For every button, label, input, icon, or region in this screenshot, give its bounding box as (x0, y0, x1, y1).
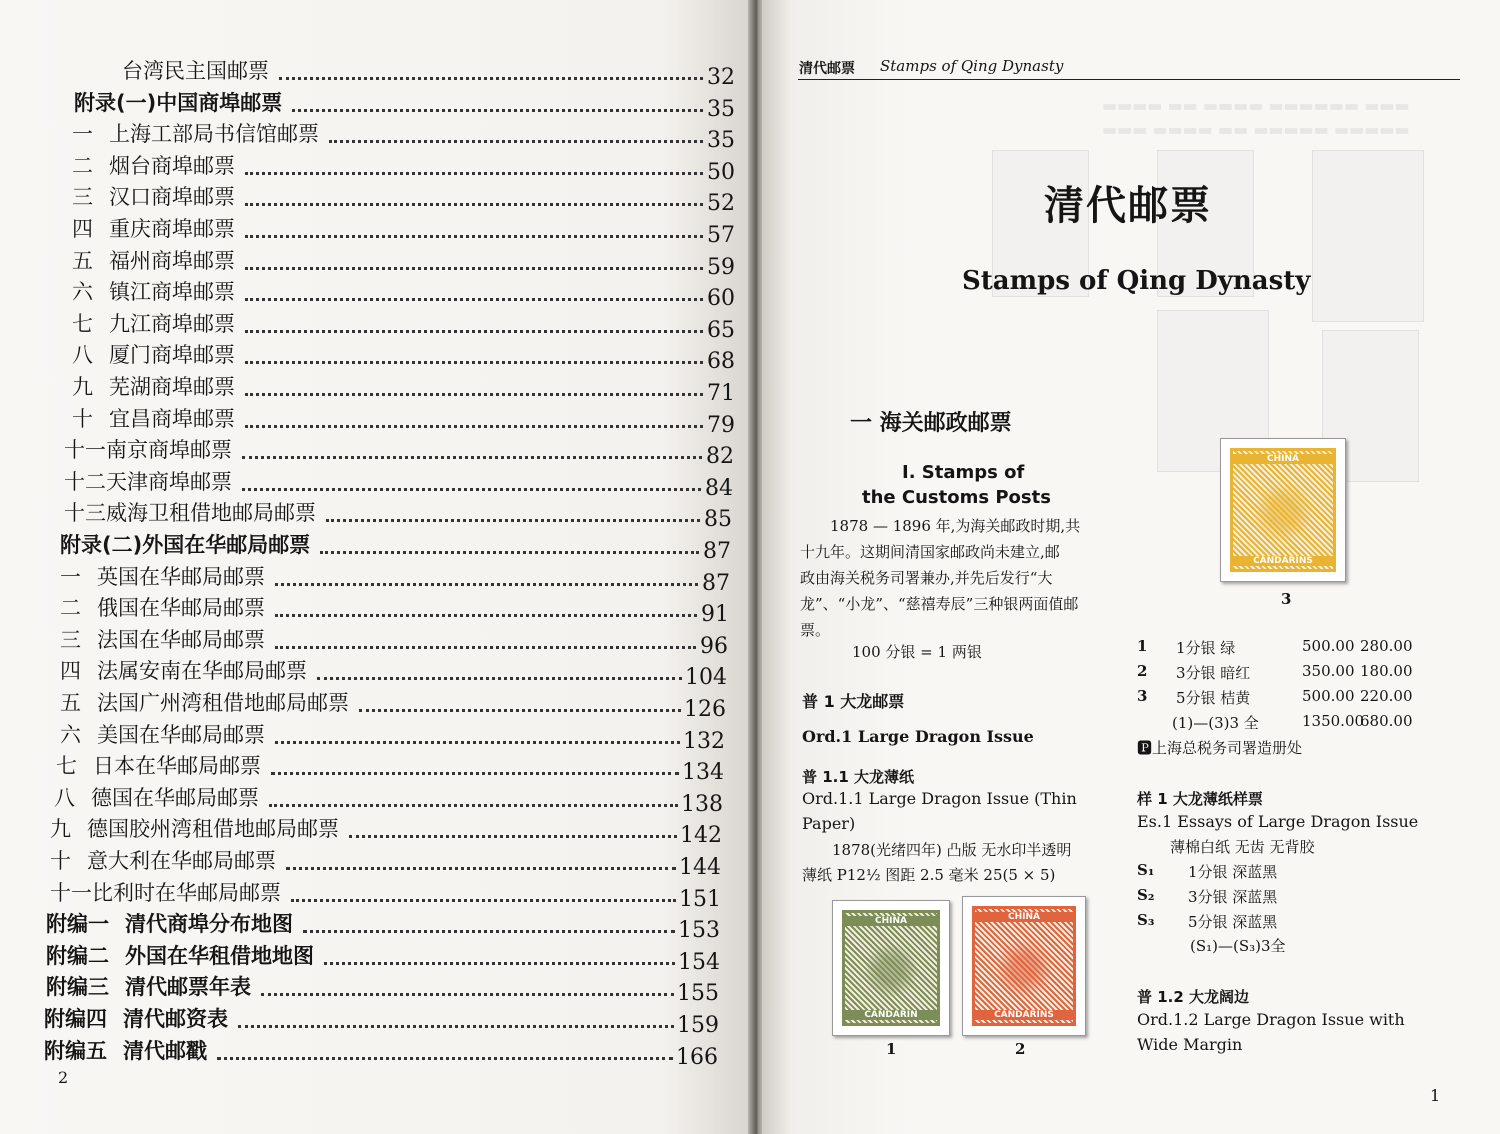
dragon-motif (997, 939, 1052, 998)
toc-leader-dots (279, 77, 703, 80)
toc-entry-number: 十 (50, 849, 71, 873)
toc-leader-dots (242, 456, 702, 459)
toc-entry-number: 四 (60, 659, 81, 684)
toc-entry-number: 附编二 (46, 943, 109, 968)
toc-entry-page: 79 (707, 412, 735, 438)
catalog-number: 2 (1137, 662, 1148, 680)
catalog-mint-price: 350.00 (1302, 662, 1355, 680)
toc-entry-title: 德国在华邮局邮票 (91, 785, 259, 810)
essay-description: 薄棉白纸 无齿 无背胶 (1170, 838, 1315, 856)
toc-entry-number: 一 (60, 564, 81, 589)
toc-entry (64, 434, 232, 464)
bleed-through-text: ▬▬▬▬ ▬▬ ▬▬▬▬ ▬▬▬▬▬▬ ▬▬▬ (1102, 96, 1410, 115)
toc-leader-dots (275, 646, 696, 649)
catalog-used-price: 180.00 (1360, 662, 1413, 680)
toc-leader-dots (275, 741, 680, 744)
toc-entry-page: 87 (702, 570, 730, 596)
ord11-heading-cn: 普 1.1 大龙薄纸 (802, 768, 915, 786)
toc-entry-number: 附编四 (44, 1007, 107, 1031)
catalog-mint-price: 500.00 (1302, 637, 1355, 655)
toc-entry-number: 五 (60, 691, 81, 715)
toc-entry-page: 57 (707, 223, 735, 248)
toc-entry-page: 32 (707, 65, 735, 90)
toc-entry (72, 118, 319, 148)
toc-entry-page: 50 (707, 159, 735, 185)
catalog-set-mint: 1350.00 (1302, 712, 1365, 730)
toc-entry-page: 60 (707, 286, 735, 312)
ord12-heading-en-1: Ord.1.2 Large Dragon Issue with (1137, 1010, 1405, 1029)
toc-leader-dots (242, 488, 701, 491)
toc-entry-page: 59 (707, 254, 735, 280)
toc-entry-page: 159 (677, 1013, 719, 1038)
toc-entry-title: 福州商埠邮票 (109, 248, 235, 273)
toc-entry (60, 561, 265, 591)
toc-entry (50, 877, 281, 907)
toc-leader-dots (275, 583, 698, 586)
toc-entry-page: 155 (677, 981, 719, 1007)
ord12-heading-en-2: Wide Margin (1137, 1035, 1243, 1054)
toc-entry-number: 六 (60, 722, 81, 747)
intro-line: 票。 (800, 621, 831, 639)
toc-entry (72, 245, 235, 275)
toc-entry-page: 96 (700, 633, 728, 659)
toc-entry-title: 美国在华邮局邮票 (97, 722, 265, 747)
stamp-design (1230, 448, 1336, 572)
toc-entry-title: 英国在华邮局邮票 (97, 564, 265, 589)
catalog-set-desc: (1)—(3)3 全 (1172, 714, 1259, 732)
toc-entry-title: 汉口商埠邮票 (109, 185, 235, 210)
bleed-through-text: ▬▬▬ ▬▬▬▬ ▬▬ ▬▬▬▬▬ ▬▬▬▬▬ (1102, 120, 1410, 139)
toc-entry-title: 法国广州湾租借地邮局邮票 (97, 691, 349, 715)
catalog-description: 1分银 绿 (1176, 639, 1236, 657)
toc-entry-number: 四 (72, 217, 93, 241)
toc-entry-number: 八 (72, 343, 93, 368)
chapter-title-en: Stamps of Qing Dynasty (962, 266, 1311, 296)
catalog-mint-price: 500.00 (1302, 687, 1355, 705)
toc-leader-dots (326, 519, 700, 522)
toc-entry (64, 466, 232, 496)
ord11-heading-en-2: Paper) (802, 814, 856, 833)
catalog-description: 3分银 暗红 (1176, 664, 1251, 682)
toc-entry-page: 126 (684, 697, 726, 722)
bleed-through-shape (1312, 150, 1424, 322)
ord1-heading-en: Ord.1 Large Dragon Issue (802, 727, 1034, 746)
toc-entry-number: 九 (72, 375, 93, 399)
toc-entry-page: 35 (707, 128, 735, 154)
toc-entry (72, 181, 235, 211)
toc-entry-page: 104 (685, 665, 727, 691)
toc-leader-dots (359, 709, 681, 712)
toc-entry-page: 138 (681, 791, 723, 817)
toc-entry-page: 132 (683, 728, 725, 754)
catalog-used-price: 220.00 (1360, 687, 1413, 705)
toc-leader-dots (275, 614, 697, 617)
toc-entry-number: 七 (72, 311, 93, 336)
essay-heading-en: Es.1 Essays of Large Dragon Issue (1137, 812, 1419, 831)
toc-entry-page: 82 (706, 444, 734, 470)
toc-leader-dots (245, 172, 703, 175)
toc-entry-title: 清代邮资表 (123, 1007, 228, 1031)
toc-entry-page: 142 (680, 823, 722, 849)
toc-leader-dots (324, 962, 675, 965)
toc-entry (46, 908, 293, 938)
stamp-image-5cand-yellow (1220, 438, 1346, 582)
section-heading-en-2: the Customs Posts (862, 487, 1051, 508)
toc-entry-title: 清代邮戳 (123, 1038, 207, 1063)
toc-leader-dots (292, 109, 703, 112)
toc-leader-dots (245, 298, 703, 301)
toc-entry-number: 十 (72, 406, 93, 431)
toc-entry-page: 166 (676, 1044, 718, 1070)
toc-entry (56, 750, 261, 780)
essay-description: 1分银 深蓝黑 (1188, 863, 1278, 881)
running-head-rule (798, 79, 1460, 80)
toc-entry (46, 940, 314, 970)
toc-entry (72, 403, 235, 433)
essay-description: 5分银 深蓝黑 (1188, 913, 1278, 931)
toc-entry-page: 154 (678, 949, 720, 975)
toc-entry (72, 371, 235, 401)
toc-leader-dots (245, 425, 703, 428)
toc-entry-number: 二 (72, 153, 93, 178)
toc-entry (74, 87, 282, 117)
left-page-number: 2 (58, 1068, 69, 1087)
toc-leader-dots (320, 551, 699, 554)
toc-entry-title: 俄国在华邮局邮票 (97, 596, 265, 621)
intro-paragraph (800, 513, 1110, 643)
intro-line: 政由海关税务司署兼办,并先后发行“大 (800, 569, 1053, 587)
toc-entry (60, 687, 349, 717)
right-page-content (762, 0, 1500, 1134)
toc-entry-page: 91 (701, 602, 729, 628)
toc-entry-number: 三 (72, 185, 93, 210)
toc-entry-page: 151 (679, 886, 721, 912)
toc-entry-title: 清代邮票年表 (125, 975, 251, 1000)
toc-entry (72, 213, 235, 243)
toc-entry (60, 624, 265, 654)
toc-entry-title: 附录(一)中国商埠邮票 (74, 90, 283, 115)
toc-entry (44, 1003, 228, 1033)
toc-entry (44, 1035, 207, 1065)
toc-entry (50, 813, 339, 843)
running-head-cn: 清代邮票 (799, 61, 855, 77)
toc-entry (50, 845, 276, 875)
stamp-image-1cand-green (832, 900, 950, 1036)
intro-line: 龙”、“小龙”、“慈禧寿辰”三种银两面值邮 (800, 595, 1079, 613)
toc-entry-number: 附编三 (46, 975, 109, 1000)
stamp-label-2: 2 (1015, 1040, 1026, 1058)
stamp-label-3: 3 (1281, 590, 1292, 608)
toc-leader-dots (269, 804, 678, 807)
toc-entry-number: 一 (72, 122, 93, 147)
catalog-set-used: 680.00 (1360, 712, 1413, 730)
stamp-country-text: CHINA (845, 916, 937, 926)
toc-leader-dots (303, 930, 675, 933)
toc-leader-dots (245, 267, 703, 270)
toc-entry-page: 52 (707, 191, 735, 217)
toc-entry-page: 68 (707, 349, 735, 375)
stamp-design (972, 906, 1076, 1026)
printer-note: 🅿上海总税务司署造册处 (1137, 739, 1303, 757)
dragon-motif (865, 942, 917, 999)
toc-leader-dots (286, 867, 676, 870)
toc-entry-number: 七 (56, 754, 77, 779)
toc-entry (72, 150, 235, 180)
toc-leader-dots (291, 899, 676, 902)
essay-number: S₂ (1137, 886, 1155, 904)
toc-entry (60, 592, 265, 622)
toc-entry (60, 529, 310, 559)
toc-entry-title: 烟台商埠邮票 (109, 153, 235, 178)
essay-number: S₁ (1137, 861, 1155, 879)
toc-entry-title: 德国胶州湾租借地邮局邮票 (87, 817, 339, 842)
toc-entry (46, 971, 251, 1001)
toc-leader-dots (217, 1057, 673, 1060)
toc-entry-number: 二 (60, 596, 81, 621)
running-head-en: Stamps of Qing Dynasty (880, 57, 1064, 75)
right-page-number: 1 (1430, 1086, 1441, 1105)
ord11-description-2: 薄纸 P12½ 图距 2.5 毫米 25(5 × 5) (802, 866, 1056, 884)
toc-entry-number: 三 (60, 627, 81, 652)
toc-entry-title: 法国在华邮局邮票 (97, 627, 265, 652)
toc-entry-page: 65 (707, 317, 735, 343)
toc-entry-number: 八 (54, 785, 75, 810)
toc-entry-page: 153 (678, 918, 720, 944)
stamp-image-3cand-red (962, 896, 1086, 1036)
toc-entry (64, 497, 316, 527)
toc-entry-page: 84 (705, 475, 733, 501)
toc-entry-title: 厦门商埠邮票 (109, 343, 235, 368)
toc-entry-number: 六 (72, 280, 93, 305)
toc-entry-number: 五 (72, 248, 93, 273)
toc-leader-dots (329, 140, 703, 143)
toc-entry-title: 十二天津商埠邮票 (64, 469, 232, 494)
essay-description: 3分银 深蓝黑 (1188, 888, 1278, 906)
toc-entry-title: 九江商埠邮票 (109, 311, 235, 336)
ord1-heading-cn: 普 1 大龙邮票 (802, 692, 905, 711)
toc-leader-dots (245, 330, 703, 333)
currency-note: 100 分银 = 1 两银 (852, 643, 982, 661)
toc-leader-dots (245, 203, 703, 206)
toc-entry (60, 655, 307, 685)
toc-entry-number: 附编一 (46, 912, 109, 937)
ord11-heading-en-1: Ord.1.1 Large Dragon Issue (Thin (802, 789, 1077, 808)
toc-entry-title: 法属安南在华邮局邮票 (97, 659, 307, 684)
toc-leader-dots (238, 1025, 674, 1028)
toc-entry-title: 十一比利时在华邮局邮票 (50, 880, 281, 905)
toc-leader-dots (245, 393, 703, 396)
section-heading-en-1: Ⅰ. Stamps of (902, 462, 1025, 483)
catalog-description: 5分银 桔黄 (1176, 689, 1251, 707)
dragon-motif (1255, 482, 1311, 543)
stamp-denomination-text: CANDARIN (845, 1010, 937, 1020)
toc-entry (72, 339, 235, 369)
stamp-denomination-text: CANDARINS (975, 1010, 1073, 1020)
catalog-number: 1 (1137, 637, 1148, 655)
intro-line: 1878 — 1896 年,为海关邮政时期,共 (830, 517, 1081, 535)
catalog-used-price: 280.00 (1360, 637, 1413, 655)
essay-set: (S₁)—(S₃)3全 (1190, 937, 1286, 955)
stamp-design (842, 910, 940, 1026)
ord11-description-1: 1878(光绪四年) 凸版 无水印半透明 (832, 841, 1072, 859)
toc-entry-title: 日本在华邮局邮票 (93, 754, 261, 779)
ord12-heading-cn: 普 1.2 大龙阔边 (1137, 988, 1250, 1006)
toc-entry-title: 宜昌商埠邮票 (109, 406, 235, 431)
toc-entry-page: 35 (707, 96, 735, 122)
chapter-title-cn: 清代邮票 (1044, 183, 1212, 229)
toc-entry (54, 782, 259, 812)
toc-entry-title: 镇江商埠邮票 (109, 280, 235, 305)
toc-entry-number: 附编五 (44, 1038, 107, 1063)
toc-entry (122, 55, 269, 85)
toc-entry-page: 134 (682, 760, 724, 786)
stamp-country-text: CHINA (975, 912, 1073, 922)
toc-leader-dots (271, 772, 679, 775)
toc-entry-number: 九 (50, 817, 71, 842)
toc-entry-title: 外国在华租借地地图 (125, 943, 314, 968)
toc-entry (72, 308, 235, 338)
intro-line: 十九年。这期间清国家邮政尚未建立,邮 (800, 543, 1060, 561)
toc-entry-page: 85 (704, 507, 732, 533)
toc-entry-title: 十一南京商埠邮票 (64, 438, 232, 463)
toc-entry (72, 276, 235, 306)
toc-entry-title: 重庆商埠邮票 (109, 217, 235, 241)
section-heading-cn: 一 海关邮政邮票 (850, 411, 1012, 436)
stamp-country-text: CHINA (1233, 454, 1333, 464)
essay-heading-cn: 样 1 大龙薄纸样票 (1137, 790, 1263, 808)
toc-entry-title: 十三威海卫租借地邮局邮票 (64, 501, 316, 526)
toc-entry-title: 台湾民主国邮票 (122, 59, 269, 83)
stamp-label-1: 1 (886, 1040, 897, 1058)
toc-entry-title: 意大利在华邮局邮票 (87, 849, 276, 873)
toc-entry-page: 87 (703, 539, 731, 564)
toc-entry-title: 芜湖商埠邮票 (109, 375, 235, 399)
toc-entry-title: 上海工部局书信馆邮票 (109, 122, 319, 147)
toc-leader-dots (245, 235, 703, 238)
stamp-denomination-text: CANDARINS (1233, 556, 1333, 566)
toc-leader-dots (245, 361, 703, 364)
catalog-number: 3 (1137, 687, 1148, 705)
toc-leader-dots (317, 677, 682, 680)
toc-leader-dots (349, 835, 677, 838)
toc-entry (60, 719, 265, 749)
toc-entry-page: 144 (679, 855, 721, 880)
toc-leader-dots (261, 993, 674, 996)
toc-entry-title: 附录(二)外国在华邮局邮票 (60, 533, 311, 557)
essay-number: S₃ (1137, 911, 1155, 929)
toc-entry-page: 71 (707, 381, 735, 406)
toc-entry-title: 清代商埠分布地图 (125, 912, 293, 937)
